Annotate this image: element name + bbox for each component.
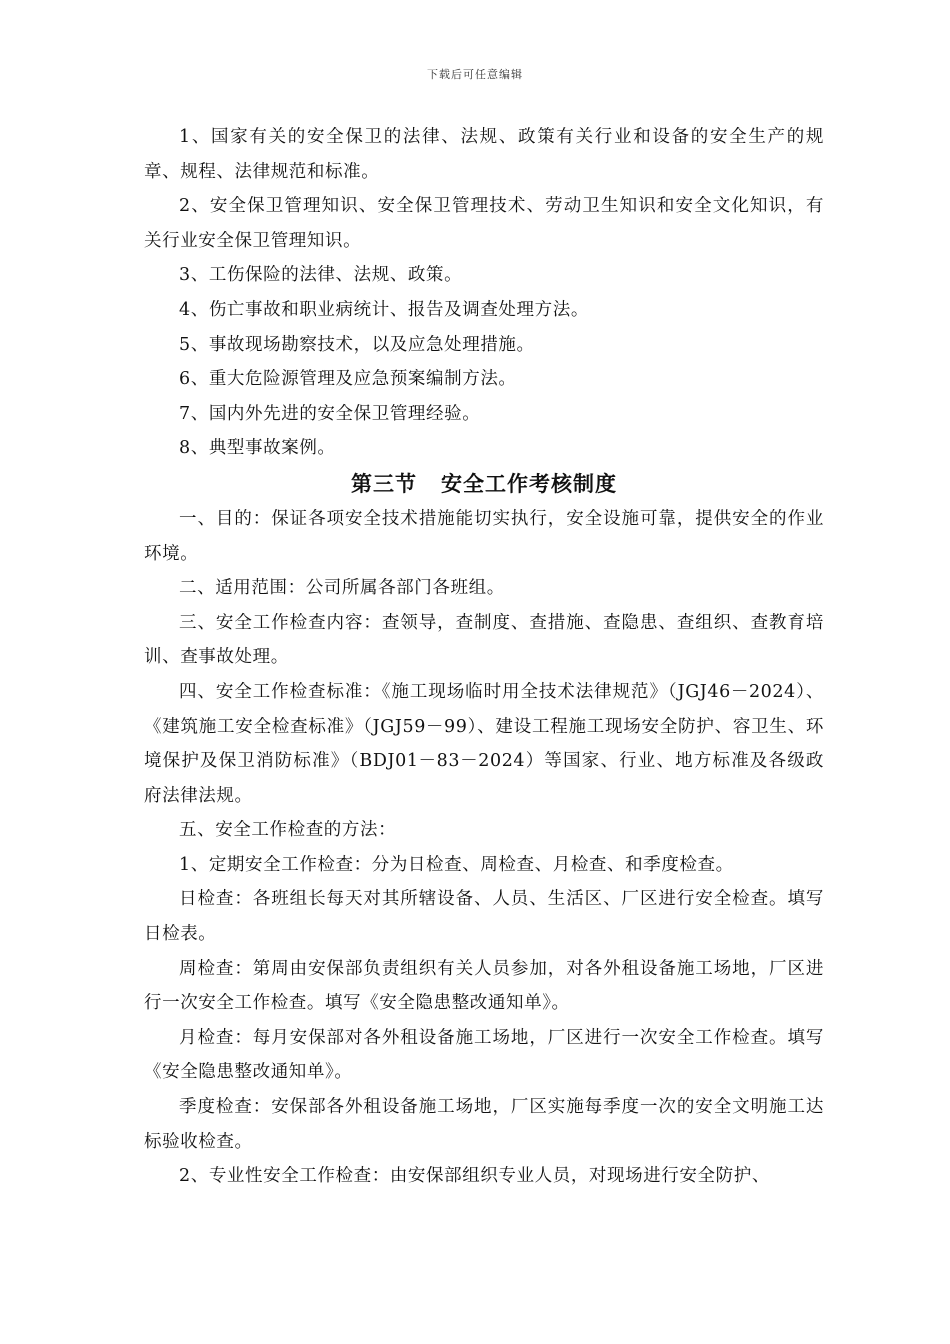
- list-item: 5、事故现场勘察技术，以及应急处理措施。: [179, 334, 535, 355]
- section-title: 安全工作考核制度: [441, 471, 617, 496]
- list-item: 2、安全保卫管理知识、安全保卫管理技术、劳动卫生知识和安全文化知识，有关行业安全保卫管理知识。: [144, 196, 824, 251]
- paragraph: 2、专业性安全工作检查：由安保部组织专业人员，对现场进行安全防护、: [179, 1166, 770, 1187]
- list-item: 1、国家有关的安全保卫的法律、法规、政策有关行业和设备的安全生产的规章、规程、法律规范和标准。: [144, 127, 824, 182]
- paragraph: 日检查：各班组长每天对其所辖设备、人员、生活区、厂区进行安全检查。填写日检表。: [144, 889, 824, 945]
- paragraph: 月检查：每月安保部对各外租设备施工场地，厂区进行一次安全工作检查。填写《安全隐患整改通知单》。: [144, 1027, 824, 1083]
- paragraph: 三、安全工作检查内容：查领导，查制度、查措施、查隐患、查组织、查教育培训、查事故处理。: [144, 612, 824, 668]
- list-item: 6、重大危险源管理及应急预案编制方法。: [179, 369, 517, 390]
- paragraph: 1、定期安全工作检查：分为日检查、周检查、月检查、和季度检查。: [179, 854, 734, 875]
- list-item: 3、工伤保险的法律、法规、政策。: [179, 265, 463, 286]
- paragraph: 一、目的：保证各项安全技术措施能切实执行，安全设施可靠，提供安全的作业环境。: [144, 508, 824, 564]
- list-item: 7、国内外先进的安全保卫管理经验。: [179, 403, 481, 424]
- section-heading: [144, 466, 824, 502]
- paragraph: 周检查：第周由安保部负责组织有关人员参加，对各外租设备施工场地，厂区进行一次安全工作检查。填写《安全隐患整改通知单》。: [144, 958, 824, 1014]
- paragraph: 四、安全工作检查标准：《施工现场临时用全技术法律规范》（JGJ46－2024）、《建筑施工安全检查标准》（JGJ59－99）、建设工程施工现场安全防护、容卫生、环境保护及保卫消防标准》（BDJ01－83－2024）等国家、行业、地方标准及各级政府法律法规。: [144, 681, 824, 806]
- paragraph: 五、安全工作检查的方法：: [179, 820, 397, 841]
- list-item: 4、伤亡事故和职业病统计、报告及调查处理方法。: [179, 299, 589, 320]
- section-number: 第三节: [351, 471, 417, 496]
- list-item: 8、典型事故案例。: [179, 438, 336, 459]
- document-body: [144, 120, 824, 1194]
- page-header: 下载后可任意编辑: [427, 68, 523, 81]
- paragraph: 季度检查：安保部各外租设备施工场地，厂区实施每季度一次的安全文明施工达标验收检查。: [144, 1097, 824, 1152]
- paragraph: 二、适用范围：公司所属各部门各班组。: [179, 578, 505, 599]
